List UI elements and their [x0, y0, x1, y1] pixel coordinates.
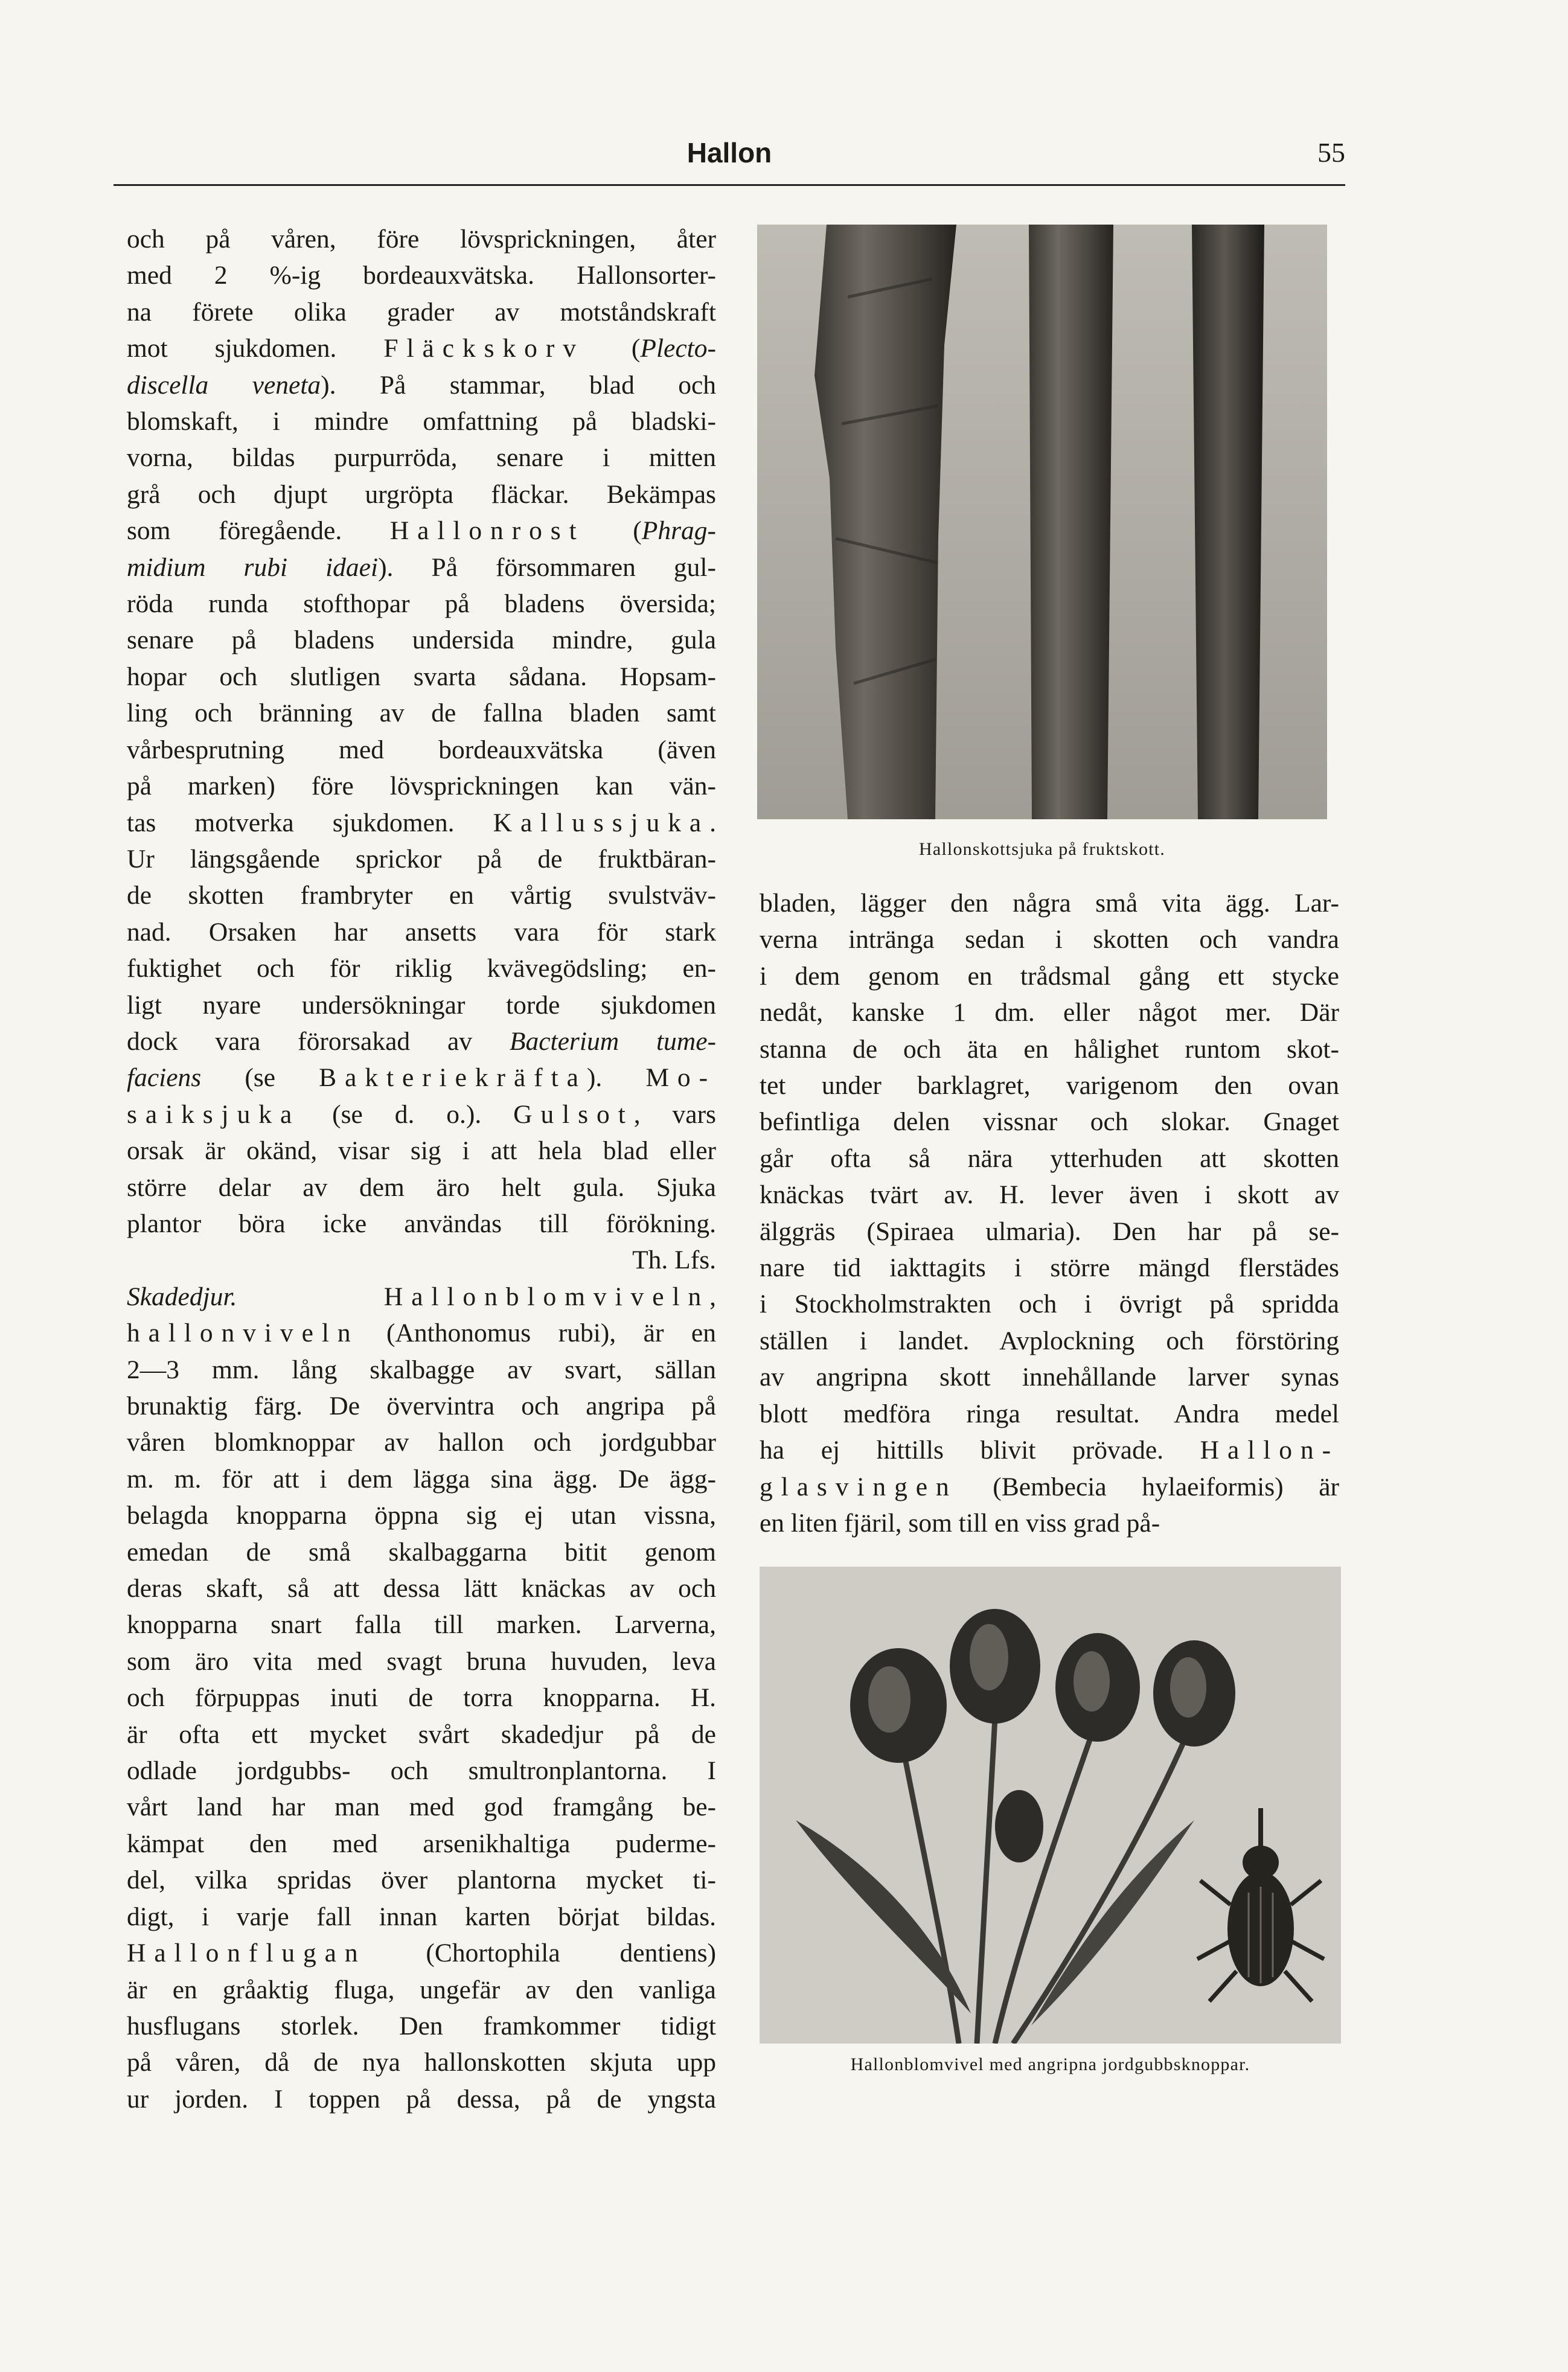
text-run: ligt nyare undersökningar torde sjukdomen — [127, 990, 716, 1020]
header-rule — [114, 184, 1345, 186]
page-number: 55 — [1317, 137, 1345, 168]
text-run: faciens — [127, 1063, 202, 1093]
text-line — [760, 1286, 1339, 1322]
text-line — [760, 1359, 1339, 1395]
text-run: Skadedjur. — [127, 1282, 237, 1311]
text-line — [760, 921, 1339, 957]
text-line — [127, 1279, 716, 1315]
text-run: ( — [584, 516, 642, 546]
text-run: i Stockholmstrakten och i övrigt på spridda — [760, 1290, 1339, 1319]
text-line — [127, 294, 716, 330]
text-run: ). På stammar, blad och — [321, 370, 716, 400]
text-line — [127, 659, 716, 695]
text-run: deras skaft, så att dessa lätt knäckas av och — [127, 1574, 716, 1603]
text-run: är ofta ett mycket svårt skadedjur på de — [127, 1719, 716, 1749]
running-header — [114, 136, 1345, 185]
text-line — [127, 1753, 716, 1789]
text-run: Hallon- — [1200, 1436, 1339, 1465]
text-run: Hallonblomviveln — [383, 1282, 710, 1311]
text-run: ). På försommaren gul- — [378, 552, 717, 582]
text-line — [127, 2044, 716, 2080]
text-run: midium rubi idaei — [127, 552, 379, 582]
text-run: Ur längsgående sprickor på de fruktbäran- — [127, 844, 716, 874]
text-line — [760, 1505, 1339, 1541]
text-run: blott medföra ringa resultat. Andra medel — [760, 1399, 1339, 1428]
figure-cane-blight-photo — [757, 225, 1327, 819]
text-run: emedan de små skalbaggarna bitit genom — [127, 1537, 716, 1567]
text-run: Th. Lfs. — [632, 1245, 716, 1275]
text-run: röda runda stofthopar på bladens översida; — [127, 589, 716, 619]
text-run: m. m. för att i dem lägga sina ägg. De ägg- — [127, 1464, 716, 1494]
text-run: som föregående. — [127, 516, 390, 546]
text-line — [127, 1643, 716, 1680]
text-line — [127, 1972, 716, 2008]
text-run: går ofta så nära ytterhuden att skotten — [760, 1143, 1339, 1173]
text-line — [127, 403, 716, 440]
text-line — [127, 1023, 716, 1060]
text-run: på marken) före lövsprickningen kan vän- — [127, 772, 716, 801]
text-line — [127, 1680, 716, 1716]
text-line — [127, 732, 716, 768]
text-run: (Anthonomus rubi), är en — [359, 1319, 716, 1348]
text-run: är en gråaktig fluga, ungefär av den vanliga — [127, 1975, 716, 2004]
text-run: vorna, bildas purpurröda, senare i mitten — [127, 443, 716, 473]
text-run: grå och djupt urgröpta fläckar. Bekämpas — [127, 479, 716, 509]
text-run: ). — [586, 1063, 646, 1093]
text-run: Bakteriekräfta — [319, 1063, 587, 1093]
text-run: nedåt, kanske 1 dm. eller något mer. Där — [760, 998, 1339, 1028]
text-run: (se d. o.). — [300, 1099, 514, 1129]
text-line — [127, 805, 716, 841]
text-line — [760, 885, 1339, 921]
text-run: glasvingen — [760, 1472, 958, 1501]
text-run: (Chortophila dentiens) — [366, 1939, 716, 1968]
text-line — [127, 1242, 716, 1278]
text-line — [127, 1096, 716, 1133]
text-run: ling och bränning av de fallna bladen samt — [127, 698, 716, 728]
text-line — [127, 1497, 716, 1533]
text-line — [127, 476, 716, 513]
text-run: ställen i landet. Avplockning och förstöring — [760, 1326, 1339, 1355]
text-line — [760, 1432, 1339, 1468]
text-run: tet under barklagret, varigenom den ovan — [760, 1071, 1339, 1101]
text-run: mot sjukdomen. — [127, 334, 384, 363]
text-run: fuktighet och för riklig kvävegödsling; en- — [127, 954, 716, 983]
text-run: na förete olika grader av motståndskraft — [127, 297, 716, 327]
text-run: Phrag- — [641, 516, 716, 546]
text-line — [127, 1206, 716, 1242]
text-line — [127, 1424, 716, 1460]
text-line — [760, 1396, 1339, 1432]
text-run: ( — [584, 334, 641, 363]
text-run: våren blomknoppar av hallon och jordgubbar — [127, 1428, 716, 1457]
text-run: Fläckskorv — [383, 334, 584, 363]
text-line — [127, 1352, 716, 1388]
left-text-column — [127, 221, 716, 2117]
text-line — [760, 1469, 1339, 1505]
text-run: vårt land har man med god framgång be- — [127, 1792, 716, 1822]
text-run: belagda knopparna öppna sig ej utan vissna, — [127, 1501, 716, 1530]
text-line — [127, 2081, 716, 2117]
text-line — [127, 695, 716, 731]
text-run: tas motverka sjukdomen. — [127, 808, 493, 837]
text-run: och på våren, före lövsprickningen, åter — [127, 225, 716, 254]
text-line — [127, 1060, 716, 1096]
text-run: Mo- — [645, 1063, 716, 1093]
text-line — [760, 1323, 1339, 1359]
text-run: de skotten frambryter en vårtig svulstväv- — [127, 881, 716, 910]
text-run: senare på bladens undersida mindre, gula — [127, 625, 716, 655]
text-line — [127, 914, 716, 950]
page-title: Hallon — [686, 137, 772, 168]
text-run: hallonviveln — [127, 1319, 359, 1348]
text-run: kämpat den med arsenikhaltiga pudermе- — [127, 1829, 716, 1858]
text-run: Plecto- — [640, 334, 716, 363]
text-line — [127, 1534, 716, 1570]
right-text-column — [760, 885, 1339, 1541]
text-line — [127, 513, 716, 549]
text-line — [127, 1169, 716, 1206]
text-run: (Bembecia hylaeiformis) är — [957, 1472, 1339, 1501]
text-line — [127, 367, 716, 403]
text-line — [127, 622, 716, 658]
text-run: stanna de och äta en hålighet runtom skot- — [760, 1034, 1339, 1064]
text-line — [127, 330, 716, 366]
text-run: dock vara förorsakad av — [127, 1026, 510, 1056]
text-run: saiksjuka — [127, 1099, 301, 1129]
text-run: knäckas tvärt av. H. lever även i skott av — [760, 1180, 1339, 1210]
text-line — [127, 1935, 716, 1971]
text-run: husflugans storlek. Den framkommer tidigt — [127, 2011, 716, 2041]
text-line — [127, 440, 716, 476]
text-run: verna intränga sedan i skotten och vandra — [760, 925, 1339, 954]
text-run: Hallonflugan — [127, 1939, 366, 1968]
text-line — [760, 1031, 1339, 1067]
text-run: som äro vita med svagt bruna huvuden, leva — [127, 1646, 716, 1676]
text-run: , vars — [633, 1099, 716, 1129]
text-run: plantor böra icke användas till förökning. — [127, 1209, 716, 1238]
text-run: bladen, lägger den några små vita ägg. Lar- — [760, 889, 1339, 918]
text-line — [127, 950, 716, 986]
text-line — [127, 1570, 716, 1606]
text-run: del, vilka spridas över plantorna mycket ti- — [127, 1865, 716, 1895]
text-run — [237, 1282, 383, 1311]
text-run: Gulsot — [513, 1099, 634, 1129]
text-run: . — [709, 808, 716, 837]
text-line — [127, 877, 716, 913]
text-line — [127, 987, 716, 1023]
text-run: odlade jordgubbs- och smultronplantorna. I — [127, 1756, 716, 1786]
figure-weevil-strawberry-buds-photo — [760, 1567, 1341, 2044]
text-run: nare tid iakttagits i större mängd flerstädes — [760, 1253, 1339, 1283]
text-line — [760, 1177, 1339, 1213]
text-line — [127, 1862, 716, 1898]
text-line — [127, 586, 716, 622]
text-run: blomskaft, i mindre omfattning på bladski- — [127, 407, 716, 436]
text-line — [127, 1716, 716, 1753]
text-line — [127, 1315, 716, 1351]
text-run: på våren, då de nya hallonskotten skjuta upp — [127, 2048, 716, 2077]
text-run: en liten fjäril, som till en viss grad på- — [760, 1508, 1160, 1538]
text-run: med 2 %-ig bordeauxvätska. Hallonsorter- — [127, 261, 716, 290]
text-line — [127, 1789, 716, 1825]
text-run: nad. Orsaken har ansetts vara för stark — [127, 917, 716, 947]
text-line — [760, 958, 1339, 994]
text-line — [127, 1388, 716, 1424]
text-line — [760, 1104, 1339, 1140]
text-line — [760, 1140, 1339, 1177]
figure1-caption: Hallonskottsjuka på fruktskott. — [919, 839, 1165, 859]
text-line — [760, 1250, 1339, 1286]
text-run: vårbesprutning med bordeauxvätska (även — [127, 735, 716, 764]
text-run: , — [709, 1282, 716, 1311]
text-run: befintliga delen vissnar och slokar. Gnaget — [760, 1107, 1339, 1137]
text-line — [127, 221, 716, 257]
text-run: av angripna skott innehållande larver synas — [760, 1363, 1339, 1392]
text-run: och förpuppas inuti de torra knopparna. H. — [127, 1683, 716, 1713]
text-run: ha ej hittills blivit prövade. — [760, 1436, 1200, 1465]
text-line — [127, 1461, 716, 1497]
text-line — [127, 1826, 716, 1862]
text-run: 2—3 mm. lång skalbagge av svart, sällan — [127, 1355, 716, 1384]
figure2-caption: Hallonblomvivel med angripna jordgubbsknoppar. — [850, 2054, 1250, 2074]
text-line — [127, 549, 716, 586]
text-run: Bacterium tume- — [509, 1026, 717, 1056]
text-run: i dem genom en trådsmal gång ett stycke — [760, 961, 1339, 991]
text-line — [760, 1067, 1339, 1104]
text-run: digt, i varje fall innan karten börjat bildas. — [127, 1902, 716, 1931]
text-run: discella veneta — [127, 370, 321, 400]
text-run: älggräs (Spiraea ulmaria). Den har på se- — [760, 1216, 1339, 1246]
text-line — [127, 1899, 716, 1935]
text-run: Kallussjuka — [493, 808, 710, 837]
text-run: knopparna snart falla till marken. Larverna, — [127, 1610, 716, 1640]
text-line — [760, 1213, 1339, 1250]
text-run: (se — [201, 1063, 319, 1093]
text-run: brunaktig färg. De övervintra och angripa på — [127, 1392, 716, 1421]
text-line — [127, 841, 716, 877]
text-run: ur jorden. I toppen på dessa, på de yngsta — [127, 2084, 716, 2114]
text-line — [127, 1606, 716, 1643]
text-line — [127, 1133, 716, 1169]
text-run: större delar av dem äro helt gula. Sjuka — [127, 1172, 716, 1202]
text-line — [127, 2008, 716, 2044]
text-run: Hallonrost — [389, 516, 585, 546]
text-line — [127, 257, 716, 293]
text-run: hopar och slutligen svarta sådana. Hopsam- — [127, 662, 716, 691]
text-run: orsak är okänd, visar sig i att hela blad eller — [127, 1136, 716, 1166]
text-line — [127, 768, 716, 804]
text-line — [760, 994, 1339, 1031]
